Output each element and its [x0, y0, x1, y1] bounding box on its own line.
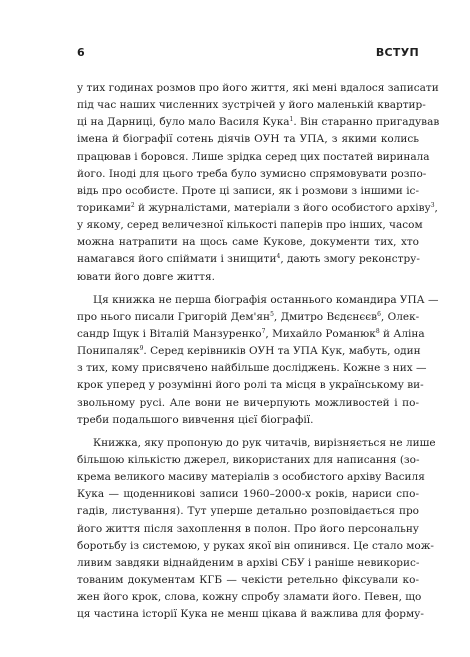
text-line [77, 521, 419, 538]
text-run: крок уперед у розумінні його ролі та місця в українському ви- [77, 379, 424, 392]
body-text [77, 80, 440, 623]
text-line [77, 572, 419, 589]
text-run: сандр Іщук і Віталій Манзуренко [77, 327, 262, 340]
text-run: , Михайло Романюк [265, 327, 376, 340]
text-line [77, 131, 419, 148]
text-run: ливим завдяки віднайденим в архіві СБУ і раніше невикорис- [77, 556, 420, 569]
text-line [77, 606, 424, 623]
text-run: тованим документам КГБ — чекісти ретельно фіксували ко- [77, 573, 419, 586]
footnote-marker: 9 [139, 345, 144, 353]
text-run: , дають змогу реконстру- [280, 253, 420, 266]
text-run: звольному русі. Але вони не вичерпують можливостей і по- [77, 396, 419, 409]
text-line [77, 538, 434, 555]
text-run: ці на Дарниці, було мало Василя Кука [77, 116, 290, 129]
text-run: ця частина історії Кука не менш цікава й важлива для форму- [77, 608, 424, 621]
text-line [77, 309, 419, 326]
text-run: відь про особисте. Проте ці записи, як і розмови з іншими іс- [77, 184, 419, 197]
text-run: гадів, листування). Тут уперше детально розповідається про [77, 505, 419, 518]
text-run: більшою кількістю джерел, використаних для написання (зо- [77, 453, 420, 466]
text-run: Кука — щоденникові записи 1960–2000-х років, нариси спо- [77, 488, 419, 501]
text-run: й Аліна [379, 327, 425, 340]
text-line [77, 80, 439, 97]
text-line [77, 412, 419, 429]
text-line [77, 292, 439, 309]
page-header [77, 46, 419, 64]
text-line [77, 200, 438, 217]
text-run: , Дмитро Вєдєнєєв [273, 310, 378, 323]
text-line [77, 486, 419, 503]
text-line [77, 114, 440, 131]
text-run: з тих, кому присвячено найбільше досліджень. Кожне з них — [77, 362, 427, 375]
text-line [77, 555, 419, 572]
text-line [77, 234, 419, 251]
text-run: . Він старанно пригадував [293, 116, 440, 129]
footnote-marker: 7 [261, 327, 266, 335]
text-line [77, 183, 419, 200]
text-line [77, 97, 426, 114]
text-run: у тих годинах розмов про його життя, які мені вдалося записати [77, 82, 439, 94]
text-line [77, 589, 422, 606]
text-run: жен його крок, слова, кожну спробу зламати його. Певен, що [77, 591, 422, 604]
text-run: під час наших численних зустрічей у його маленькій квартир- [77, 99, 426, 112]
paragraph [77, 435, 436, 624]
text-run: його. Іноді для цього треба було зумисно спрямовувати розпо- [77, 167, 427, 180]
text-line [77, 469, 425, 486]
text-line [77, 326, 425, 343]
text-line [77, 166, 427, 183]
footnote-marker: 3 [430, 201, 435, 209]
footnote-marker: 1 [289, 116, 294, 124]
text-run: Книжка, яку пропоную до рук читачів, вирізняється не лише [93, 436, 436, 449]
text-line [77, 343, 419, 360]
text-run: , [434, 201, 438, 214]
footnote-marker: 5 [270, 310, 274, 318]
text-run: імена й біографії сотень діячів ОУН та УПА, з якими колись [77, 133, 419, 146]
paragraph [77, 292, 439, 429]
text-line [77, 149, 430, 166]
text-run: Ця книжка не перша біографія останнього командира УПА — [93, 293, 439, 306]
footnote-marker: 4 [276, 253, 281, 261]
footnote-marker: 2 [130, 201, 135, 209]
text-line [77, 360, 427, 377]
text-run: про нього писали Григорій Дем'ян [77, 310, 271, 323]
text-run: можна натрапити на щось саме Кукове, документи тих, хто [77, 236, 419, 249]
running-head: ВСТУП [375, 46, 419, 59]
text-line [77, 503, 419, 520]
text-run: ториками [77, 201, 131, 214]
footnote-marker: 6 [377, 310, 381, 318]
text-run: треби подальшого вивчення цієї біографії. [77, 413, 314, 426]
text-line [77, 395, 419, 412]
text-line [77, 377, 424, 394]
text-line [77, 217, 423, 234]
text-run: боротьбу із системою, у руках якої він опинився. Це стало мож- [77, 539, 434, 552]
text-run: намагався його спіймати і знищити [77, 253, 277, 266]
text-run: крема великого масиву матеріалів з особистого архіву Василя [77, 471, 425, 484]
text-line [77, 269, 419, 286]
paragraph [77, 80, 440, 286]
footnote-marker: 8 [375, 327, 380, 335]
text-run: його життя після захоплення в полон. Про його персональну [77, 522, 419, 535]
text-run: Понипаляк [77, 345, 140, 358]
text-run: у якому, серед величезної кількості паперів про інших, часом [77, 219, 423, 232]
page-number: 6 [77, 46, 85, 59]
text-line [77, 251, 419, 268]
text-line [77, 435, 436, 452]
text-run: працював і боровся. Лише зрідка серед цих постатей виринала [77, 150, 430, 163]
text-run: , Олек- [380, 310, 420, 323]
text-run: . Серед керівників ОУН та УПА Кук, мабуть, один [143, 345, 421, 358]
text-run: й журналістами, матеріали з його особистого архіву [134, 201, 431, 214]
text-line [77, 452, 419, 469]
text-run: ювати його довге життя. [77, 270, 215, 283]
